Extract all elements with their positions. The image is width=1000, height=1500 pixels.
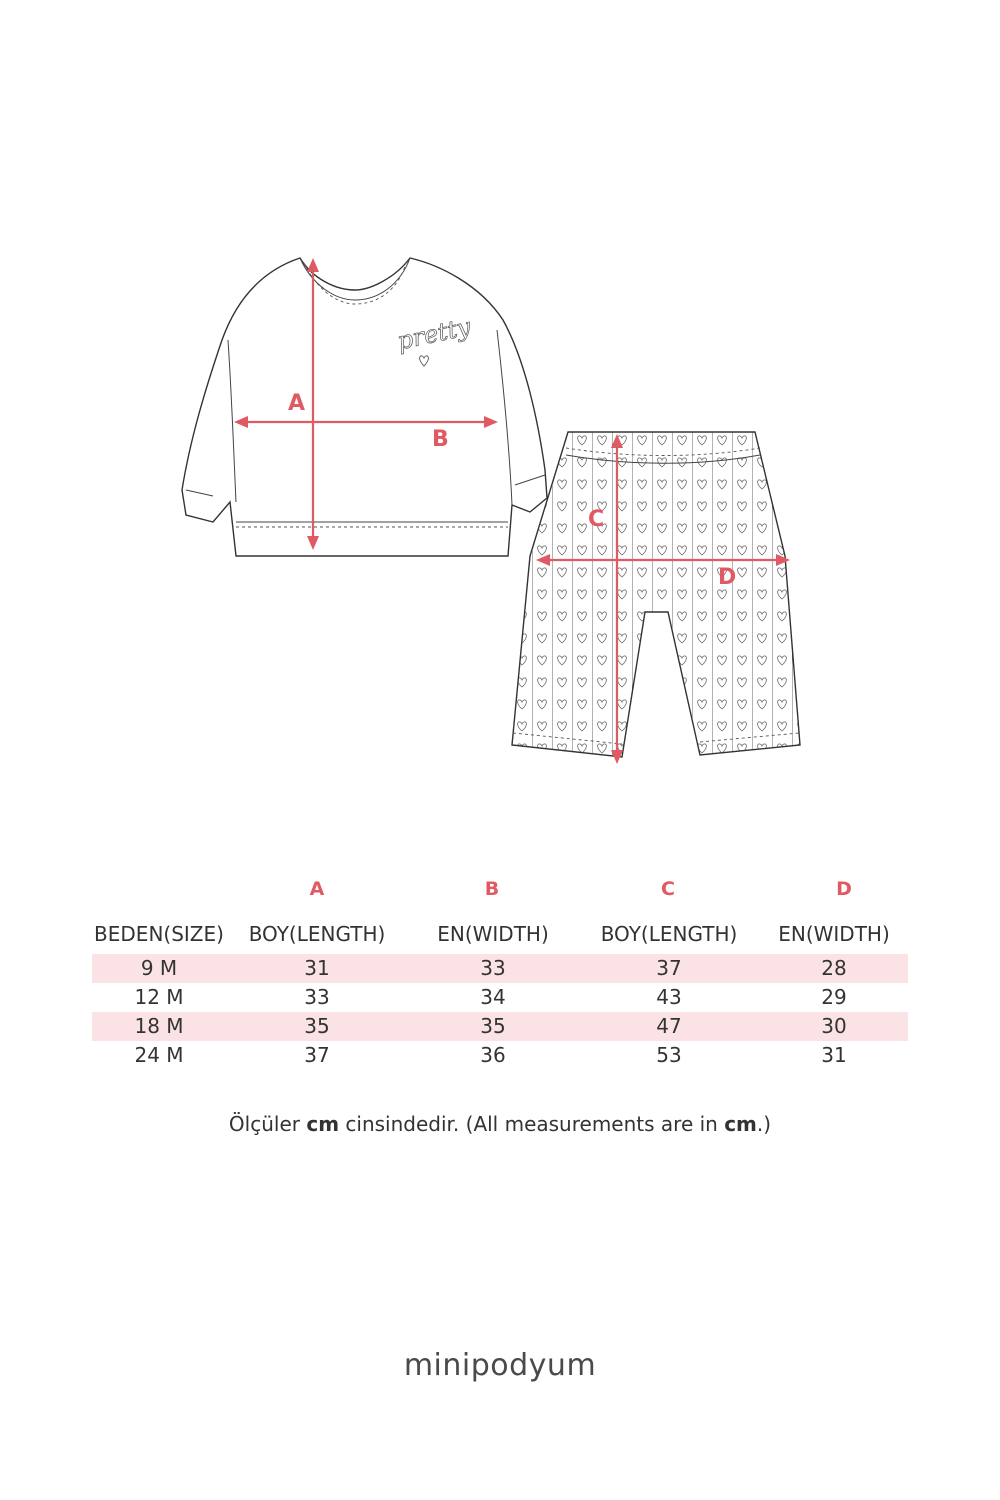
label-b: B: [432, 427, 449, 452]
size-cell: 12 M: [134, 985, 184, 1009]
header-d-width: EN(WIDTH): [778, 922, 890, 946]
value-cell: 33: [408, 954, 578, 983]
value-cell: 36: [480, 1043, 506, 1067]
label-c: C: [588, 507, 605, 532]
value-cell: 31: [226, 954, 408, 983]
value-cell: 33: [304, 985, 330, 1009]
value-cell: 30: [760, 1012, 908, 1041]
size-cell: 9 M: [92, 954, 226, 983]
note-text-3: .): [756, 1112, 772, 1136]
value-cell: 43: [656, 985, 682, 1009]
size-cell: 24 M: [134, 1043, 184, 1067]
table-row: [92, 1012, 908, 1041]
note-text-1: Ölçüler: [228, 1112, 307, 1136]
value-cell: 28: [760, 954, 908, 983]
value-cell: 31: [821, 1043, 847, 1067]
column-letters: [0, 878, 1000, 908]
column-letter-d: D: [836, 878, 852, 900]
note-unit-1: cm: [306, 1112, 340, 1136]
shorts-sketch: [512, 432, 800, 757]
brand-logo: minipodyum: [403, 1348, 597, 1383]
value-cell: 35: [408, 1012, 578, 1041]
table-row: [92, 954, 908, 983]
size-table: [92, 914, 908, 1070]
header-size: BEDEN(SIZE): [94, 922, 224, 946]
value-cell: 29: [821, 985, 847, 1009]
header-b-width: EN(WIDTH): [437, 922, 549, 946]
column-letter-b: B: [484, 878, 500, 900]
note-unit-2: cm: [724, 1112, 757, 1136]
table-row: [92, 1041, 908, 1070]
sweatshirt-sketch: [182, 258, 547, 556]
value-cell: 47: [578, 1012, 760, 1041]
header-a-length: BOY(LENGTH): [248, 922, 386, 946]
label-d: D: [718, 565, 737, 590]
column-letter-c: C: [661, 878, 675, 900]
table-header-row: [92, 914, 908, 954]
table-row: [92, 983, 908, 1012]
measurement-note: [0, 1112, 1000, 1136]
label-a: A: [288, 391, 306, 416]
value-cell: 34: [480, 985, 506, 1009]
value-cell: 37: [304, 1043, 330, 1067]
column-letter-a: A: [309, 878, 325, 900]
print-text: pretty: [394, 312, 474, 356]
value-cell: 53: [656, 1043, 682, 1067]
value-cell: 37: [578, 954, 760, 983]
note-text-2: cinsindedir. (All measurements are in: [339, 1112, 725, 1136]
value-cell: 35: [226, 1012, 408, 1041]
size-cell: 18 M: [92, 1012, 226, 1041]
header-c-length: BOY(LENGTH): [600, 922, 738, 946]
